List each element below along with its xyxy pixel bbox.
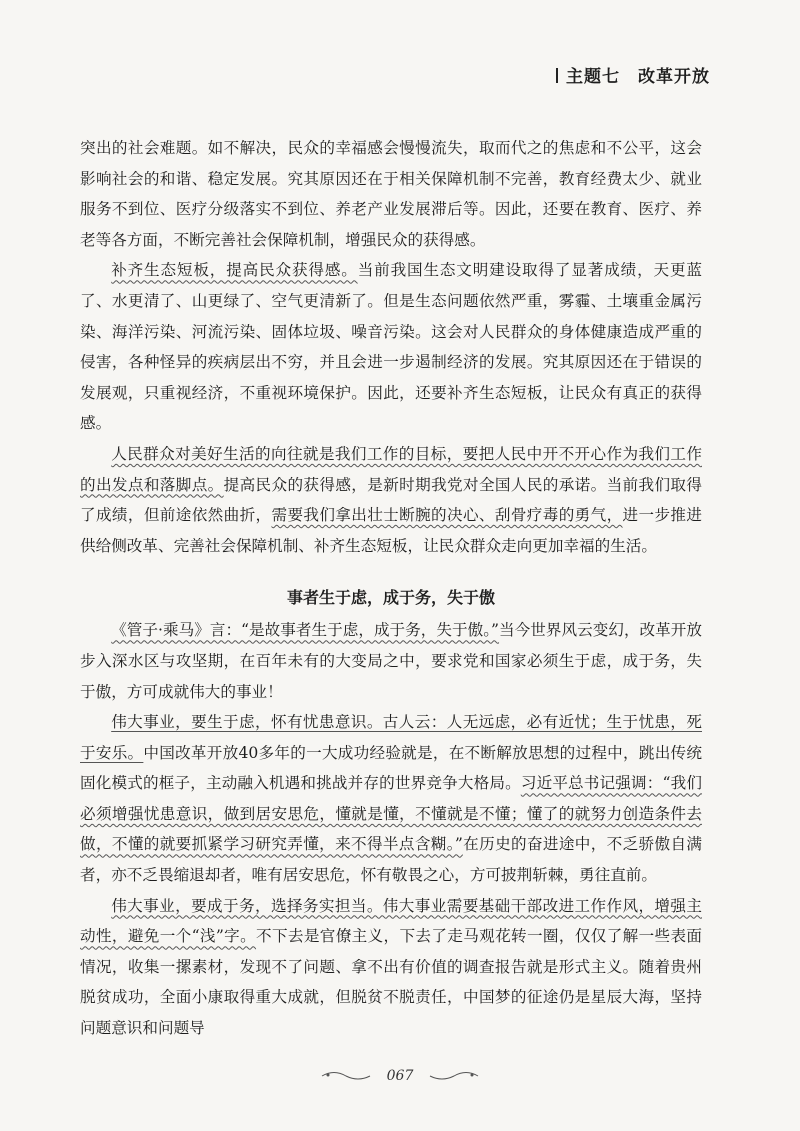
paragraph-3-text-1: 提高民众的获得感，是新时期我党对全国人民的承诺。当前我们取得了成绩，但前途依然曲折， — [80, 475, 702, 525]
paragraph-5-quote: 习近平总书记强调：“我们必须增强忧患意识，做到居安思危，懂就是懂，不懂就是不懂；懂了的就努力创造条件去做，不懂的就要抓紧学习研究弄懂，来不得半点含糊。” — [80, 774, 702, 854]
paragraph-2 — [80, 255, 702, 439]
page-footer — [0, 1068, 800, 1084]
paragraph-3-lead: 人民群众对美好生活的向往就是我们工作的目标，要把人民中开不开心作为我们工作的出发点和落脚点。 — [80, 444, 702, 494]
page-body — [80, 133, 702, 1044]
paragraph-6-lead: 伟大事业，要成于务，选择务实担当。伟大事业需要基础干部改进工作作风，增强主动性，避免一个“浅”字。 — [80, 896, 702, 946]
paragraph-5 — [80, 707, 702, 891]
paragraph-5-text-1: 中国改革开放40多年的一大成功经验就是，在不断解放思想的过程中，跳出传统固化模式的框子，主动融入机遇和挑战并存的世界竞争大格局。 — [80, 743, 702, 793]
section-title: 事者生于虑，成于务，失于傲 — [286, 588, 495, 608]
paragraph-1: 突出的社会难题。如不解决，民众的幸福感会慢慢流失，取而代之的焦虑和不公平，这会影响社会的和谐、稳定发展。究其原因还在于相关保障机制不完善，教育经费太少、就业服务不到位、医疗分级落实不到位、养老产业发展滞后等。因此，还要在教育、医疗、养老等各方面，不断完善社会保障机制，增强民众的获得感。 — [80, 139, 702, 249]
paragraph-5-text-2: 在历史的奋进途中，不乏骄傲自满者，亦不乏畏缩退却者，唯有居安思危，怀有敬畏之心，方可披荆斩棘，勇往直前。 — [80, 835, 702, 885]
header-title: 主题七 改革开放 — [566, 67, 710, 87]
paragraph-4-lead: 《管子·乘马》言：“是故事者生于虑，成于务，失于傲。” — [111, 621, 500, 640]
running-header — [556, 62, 710, 87]
paragraph-5-lead: 伟大事业，要生于虑，怀有忧患意识。古人云：人无远虑，必有近忧；生于忧患，死于安乐。 — [80, 713, 702, 762]
paragraph-6-text: 不下去是官僚主义，下去了走马观花转一圈，仅仅了解一些表面情况，收集一摞素材，发现不了问题、拿不出有价值的调查报告就是形式主义。随着贵州脱贫成功，全面小康取得重大成就，但脱贫不脱责任，中国梦的征途仍是星辰大海，坚持问题意识和问题导 — [80, 927, 702, 1038]
right-ornament-icon — [428, 1069, 480, 1083]
paragraph-3-text-2: 进一步推进供给侧改革、完善社会保障机制、补齐生态短板，让民众群众走向更加幸福的生活。 — [80, 506, 702, 555]
paragraph-6 — [80, 891, 702, 1044]
paragraph-4-text: 当今世界风云变幻，改革开放步入深水区与攻坚期，在百年未有的大变局之中，要求党和国家必须生于虑，成于务，失于傲，方可成就伟大的事业！ — [80, 621, 702, 701]
paragraph-2-text: 当前我国生态文明建设取得了显著成绩，天更蓝了、水更清了、山更绿了、空气更清新了。但是生态问题依然严重，雾霾、土壤重金属污染、海洋污染、河流污染、固体垃圾、噪音污染。这会对人民群众的身体健康造成严重的侵害，各种怪异的疾病层出不穷，并且会进一步遏制经济的发展。究其原因还在于错误的发展观，只重视经济，不重视环境保护。因此，还要补齐生态短板，让民众有真正的获得感。 — [80, 261, 702, 433]
page-number: 067 — [386, 1068, 414, 1084]
paragraph-3 — [80, 439, 702, 561]
left-ornament-icon — [320, 1069, 372, 1083]
header-bar — [556, 68, 558, 83]
paragraph-2-lead: 补齐生态短板，提高民众获得感。 — [111, 261, 358, 280]
paragraph-4 — [80, 615, 702, 707]
paragraph-3-mid: 需要我们拿出壮士断腕的决心、刮骨疗毒的勇气， — [271, 506, 623, 525]
